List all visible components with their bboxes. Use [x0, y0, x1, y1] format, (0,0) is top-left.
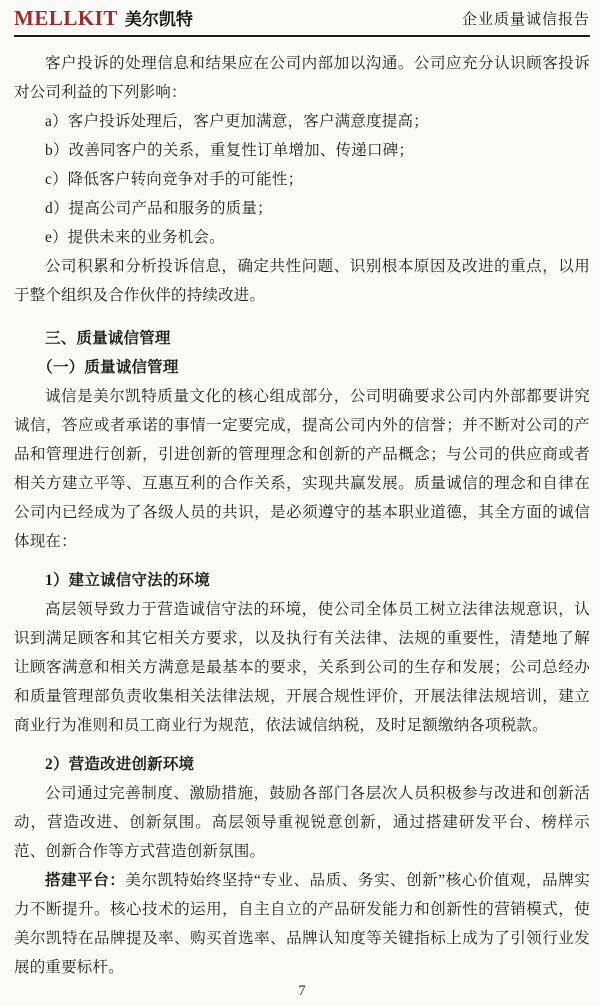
list-item-c: c）降低客户转向竞争对手的可能性； [45, 171, 304, 188]
paragraph-complaint-analysis: 公司积累和分析投诉信息，确定共性问题、识别根本原因及改进的重点，以用于整个组织及合作伙伴的持续改进。 [14, 258, 590, 304]
paragraph-platform [14, 866, 590, 982]
paragraph-law-environment: 高层领导致力于营造诚信守法的环境，使公司全体员工树立法律法规意识，认识到满足顾客和其它相关方要求，以及执行有关法律、法规的重要性，清楚地了解让顾客满意和相关方满意是最基本的要求，关系到公司的生存和发展；公司总经办和质量管理部负责收集相关法律法规，开展合规性评价，开展法律法规培训，建立商业行为准则和员工商业行为规范，依法诚信纳税，及时足额缴纳各项税款。 [14, 601, 590, 734]
list-item-a: a）客户投诉处理后，客户更加满意，客户满意度提高； [45, 113, 429, 130]
brand-logo [14, 7, 193, 31]
platform-lead-label: 搭建平台： [45, 872, 126, 889]
platform-text: 美尔凯特始终坚持“专业、品质、务实、创新”核心价值观，品牌实力不断提升。核心技术的运用，自主自立的产品研发能力和创新性的营销模式，使美尔凯特在品牌提及率、购买首选率、品牌认知度等关键指标上成为了引领行业发展的重要标杆。 [14, 872, 590, 976]
heading-section-3-1: （一）质量诚信管理 [37, 359, 179, 376]
report-title: 企业质量诚信报告 [461, 12, 590, 28]
paragraph-complaint-intro: 客户投诉的处理信息和结果应在公司内部加以沟通。公司应充分认识顾客投诉对公司利益的下列影响： [14, 55, 590, 101]
brand-logo-latin: MELLKIT [14, 6, 118, 30]
heading-section-3: 三、质量诚信管理 [45, 330, 171, 347]
heading-sub-1: 1）建立诚信守法的环境 [45, 572, 210, 589]
page-number: 7 [298, 983, 306, 999]
brand-name-chinese: 美尔凯特 [124, 10, 193, 29]
paragraph-innovation-environment: 公司通过完善制度、激励措施，鼓励各部门各层次人员积极参与改进和创新活动，营造改进、创新氛围。高层领导重视锐意创新，通过搭建研发平台、榜样示范、创新合作等方式营造创新氛围。 [14, 785, 590, 860]
page-header [14, 0, 590, 37]
document-body [14, 49, 590, 982]
page-footer [14, 982, 590, 1006]
list-item-e: e）提供未来的业务机会。 [45, 229, 225, 246]
list-item-d: d）提高公司产品和服务的质量； [45, 200, 273, 217]
list-item-b: b）改善同客户的关系，重复性订单增加、传递口碑； [45, 142, 415, 159]
paragraph-integrity-core: 诚信是美尔凯特质量文化的核心组成部分，公司明确要求公司内外部都要讲究诚信，答应或者承诺的事情一定要完成，提高公司内外的信誉；并不断对公司的产品和管理进行创新，引进创新的管理理念和创新的产品概念；与公司的供应商或者相关方建立平等、互惠互利的合作关系，实现共赢发展。质量诚信的理念和自律在公司内已经成为了各级人员的共识，是必须遵守的基本职业道德，其全方面的诚信体现在： [14, 388, 590, 550]
heading-sub-2: 2）营造改进创新环境 [45, 756, 195, 773]
